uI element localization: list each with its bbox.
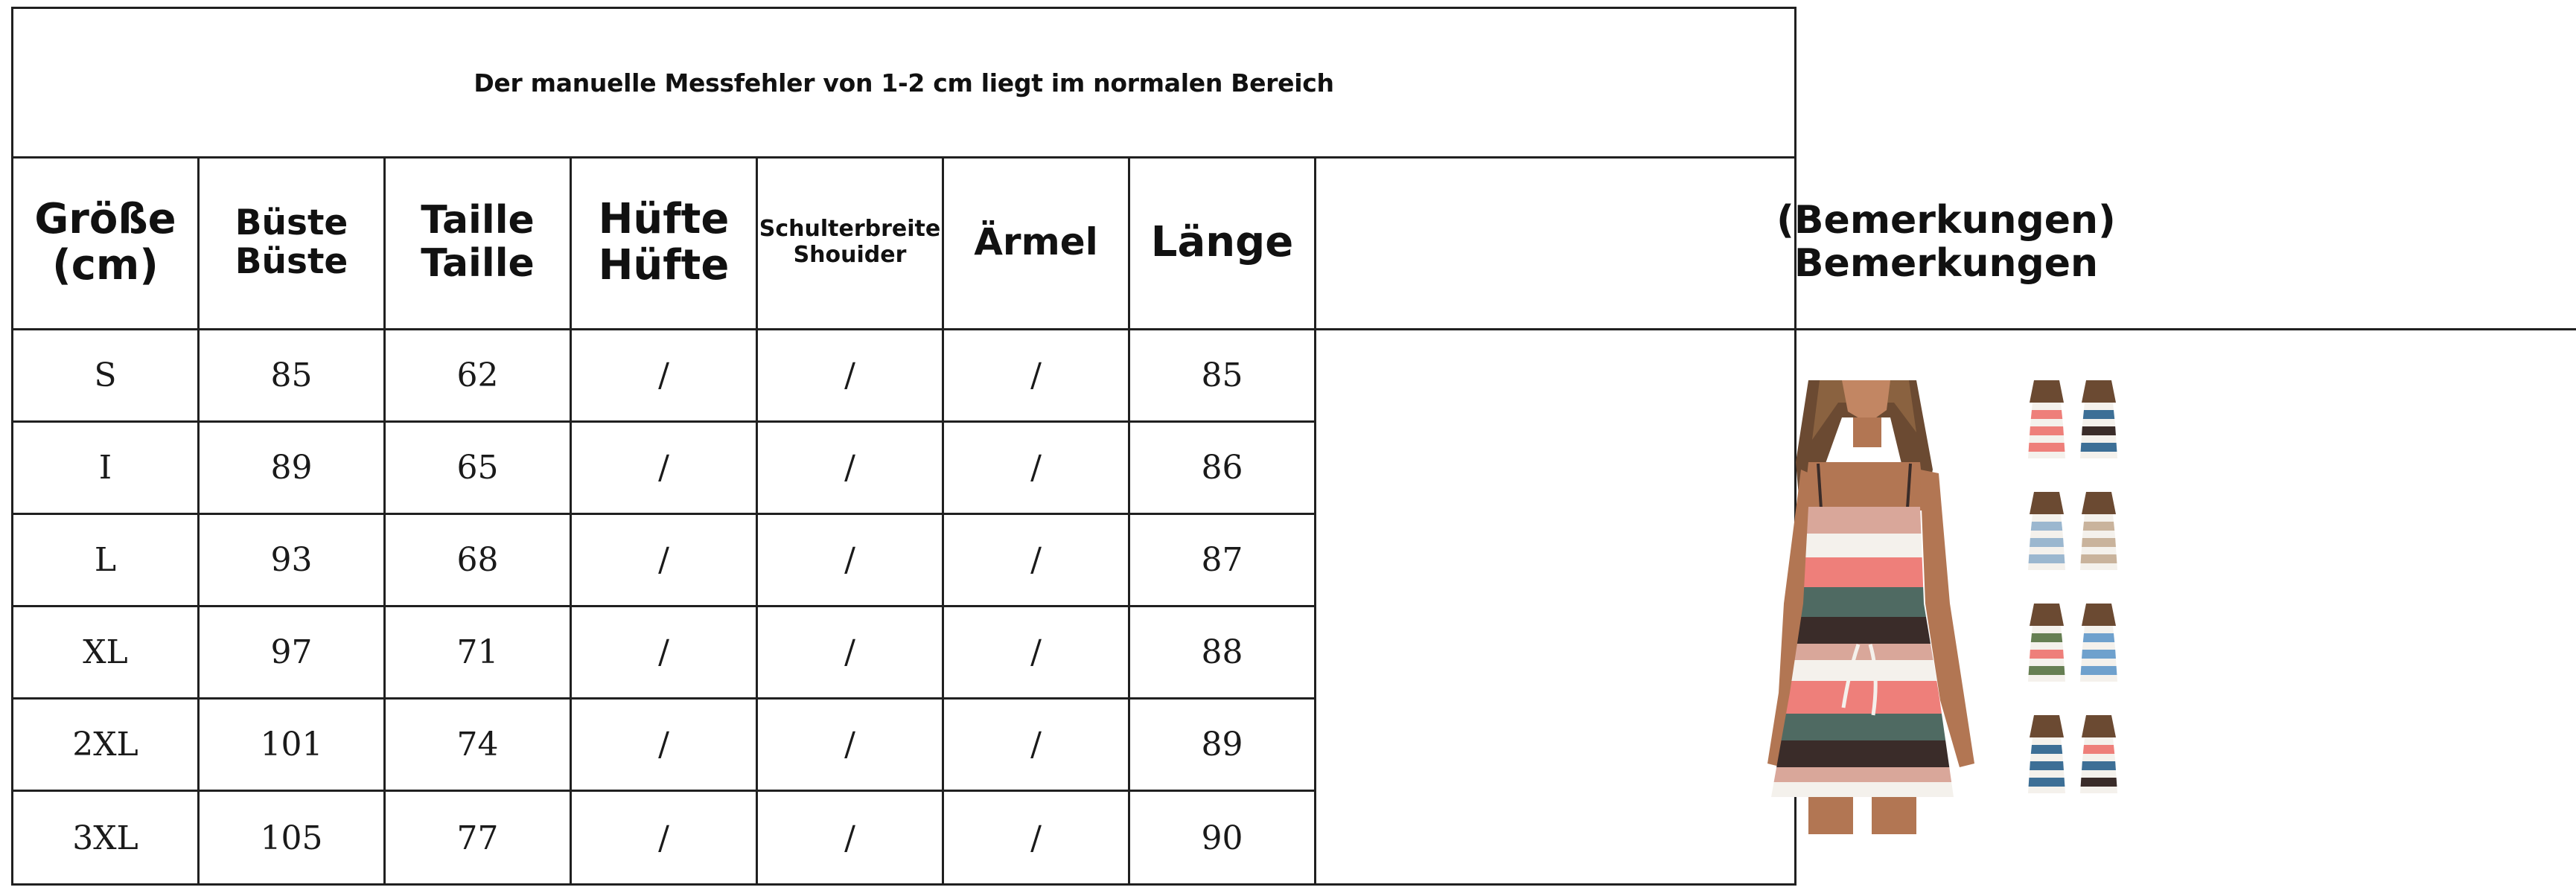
bust-m: 89 — [200, 423, 386, 515]
shoulder-m: / — [758, 423, 944, 515]
header-length-label: Länge — [1150, 217, 1294, 266]
header-shoulder-line1: Schulterbreite — [759, 216, 941, 242]
waist-m: 65 — [386, 423, 572, 515]
size-2xl: 2XL — [13, 700, 200, 792]
main-model — [1738, 380, 1976, 834]
waist-2xl: 74 — [386, 700, 572, 792]
header-remarks-line2: Bemerkungen — [1794, 240, 2099, 286]
hip-l: / — [572, 515, 758, 607]
hip-m: / — [572, 423, 758, 515]
striped-dress-photo — [1738, 380, 2155, 834]
header-sleeve-label: Ärmel — [974, 220, 1098, 263]
length-xl: 88 — [1130, 607, 1316, 700]
sleeve-s: / — [944, 330, 1130, 423]
header-waist — [386, 156, 572, 330]
shoulder-3xl: / — [758, 792, 944, 884]
waist-s: 62 — [386, 330, 572, 423]
length-3xl: 90 — [1130, 792, 1316, 884]
header-shoulder — [758, 156, 944, 330]
bust-s: 85 — [200, 330, 386, 423]
hip-s: / — [572, 330, 758, 423]
header-hip-line1: Hüfte — [598, 194, 730, 243]
hip-3xl: / — [572, 792, 758, 884]
waist-l: 68 — [386, 515, 572, 607]
sleeve-l: / — [944, 515, 1130, 607]
waist-xl: 71 — [386, 607, 572, 700]
header-size-unit: (cm) — [52, 240, 159, 289]
header-hip-line2: Hüfte — [598, 240, 730, 289]
color-variants — [2028, 380, 2117, 793]
header-size-label: Größe — [34, 194, 176, 243]
hip-2xl: / — [572, 700, 758, 792]
bust-l: 93 — [200, 515, 386, 607]
sleeve-xl: / — [944, 607, 1130, 700]
bust-xl: 97 — [200, 607, 386, 700]
length-s: 85 — [1130, 330, 1316, 423]
sleeve-m: / — [944, 423, 1130, 515]
size-3xl: 3XL — [13, 792, 200, 884]
header-bust-line2: Büste — [235, 240, 348, 282]
bust-3xl: 105 — [200, 792, 386, 884]
header-sleeve — [944, 156, 1130, 330]
header-shoulder-line2: Shouider — [793, 241, 907, 268]
shoulder-s: / — [758, 330, 944, 423]
measurement-note: Der manuelle Messfehler von 1-2 cm liegt im normalen Bereich — [474, 68, 1334, 97]
sleeve-3xl: / — [944, 792, 1130, 884]
size-table-grid — [13, 156, 2116, 886]
header-remarks — [1316, 156, 2576, 330]
length-2xl: 89 — [1130, 700, 1316, 792]
size-m: I — [13, 423, 200, 515]
hip-xl: / — [572, 607, 758, 700]
length-m: 86 — [1130, 423, 1316, 515]
measurement-note-row — [13, 9, 1794, 159]
product-photo — [1738, 380, 2155, 834]
remarks-photo-cell — [1316, 330, 2576, 884]
size-s: S — [13, 330, 200, 423]
shoulder-2xl: / — [758, 700, 944, 792]
header-hip — [572, 156, 758, 330]
waist-3xl: 77 — [386, 792, 572, 884]
sleeve-2xl: / — [944, 700, 1130, 792]
shoulder-xl: / — [758, 607, 944, 700]
length-l: 87 — [1130, 515, 1316, 607]
header-waist-line2: Taille — [421, 240, 535, 286]
header-size — [13, 156, 200, 330]
size-xl: XL — [13, 607, 200, 700]
header-length — [1130, 156, 1316, 330]
header-waist-line1: Taille — [421, 198, 535, 243]
bust-2xl: 101 — [200, 700, 386, 792]
shoulder-l: / — [758, 515, 944, 607]
header-remarks-line1: (Bemerkungen) — [1776, 198, 2116, 243]
header-bust — [200, 156, 386, 330]
size-chart-table — [11, 7, 2116, 886]
size-l: L — [13, 515, 200, 607]
header-bust-line1: Büste — [235, 202, 348, 243]
